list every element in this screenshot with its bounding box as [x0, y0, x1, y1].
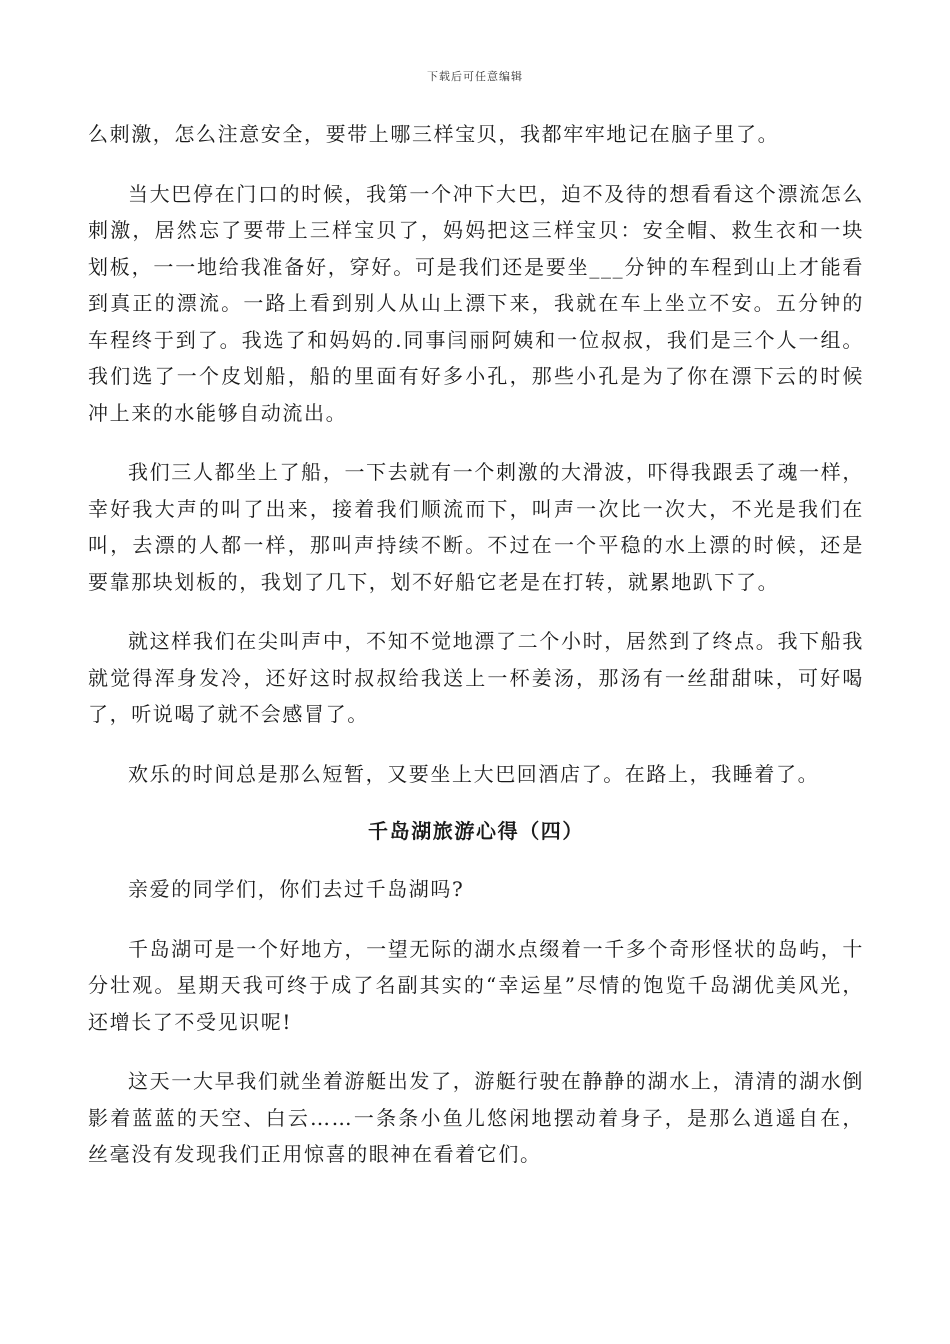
paragraph: 千岛湖可是一个好地方，一望无际的湖水点缀着一千多个奇形怪状的岛屿，十分壮观。星期天我可终于成了名副其实的“幸运星”尽情的饱览千岛湖优美风光，还增长了不受见识呢!: [88, 936, 864, 1034]
paragraph: 这天一大早我们就坐着游艇出发了，游艇行驶在静静的湖水上，清清的湖水倒影着蓝蓝的天空、白云……一条条小鱼儿悠闲地摆动着身子，是那么逍遥自在，丝毫没有发现我们正用惊喜的眼神在看着它们。: [88, 1069, 864, 1166]
document-body: [88, 116, 864, 1196]
section-title: 千岛湖旅游心得（四）: [368, 819, 584, 843]
paragraph: 么刺激，怎么注意安全，要带上哪三样宝贝，我都牢牢地记在脑子里了。: [88, 122, 780, 146]
header-note: 下载后可任意编辑: [427, 70, 523, 83]
paragraph: 当大巴停在门口的时候，我第一个冲下大巴，迫不及待的想看看这个漂流怎么刺激，居然忘了要带上三样宝贝了，妈妈把这三样宝贝：安全帽、救生衣和一块划板，一一地给我准备好，穿好。可是我们还是要坐___分钟的车程到山上才能看到真正的漂流。一路上看到别人从山上漂下来，我就在车上坐立不安。五分钟的车程终于到了。我选了和妈妈的.同事闫丽阿姨和一位叔叔，我们是三个人一组。我们选了一个皮划船，船的里面有好多小孔，那些小孔是为了你在漂下云的时候冲上来的水能够自动流出。: [88, 181, 864, 425]
paragraph: 我们三人都坐上了船，一下去就有一个刺激的大滑波，吓得我跟丢了魂一样，幸好我大声的叫了出来，接着我们顺流而下，叫声一次比一次大，不光是我们在叫，去漂的人都一样，那叫声持续不断。不过在一个平稳的水上漂的时候，还是要靠那块划板的，我划了几下，划不好船它老是在打转，就累地趴下了。: [88, 460, 864, 594]
paragraph: 欢乐的时间总是那么短暂，又要坐上大巴回酒店了。在路上，我睡着了。: [128, 761, 820, 786]
paragraph: 亲爱的同学们，你们去过千岛湖吗?: [128, 877, 465, 901]
paragraph: 就这样我们在尖叫声中，不知不觉地漂了二个小时，居然到了终点。我下船我就觉得浑身发冷，还好这时叔叔给我送上一杯姜汤，那汤有一丝甜甜味，可好喝了，听说喝了就不会感冒了。: [88, 629, 864, 726]
